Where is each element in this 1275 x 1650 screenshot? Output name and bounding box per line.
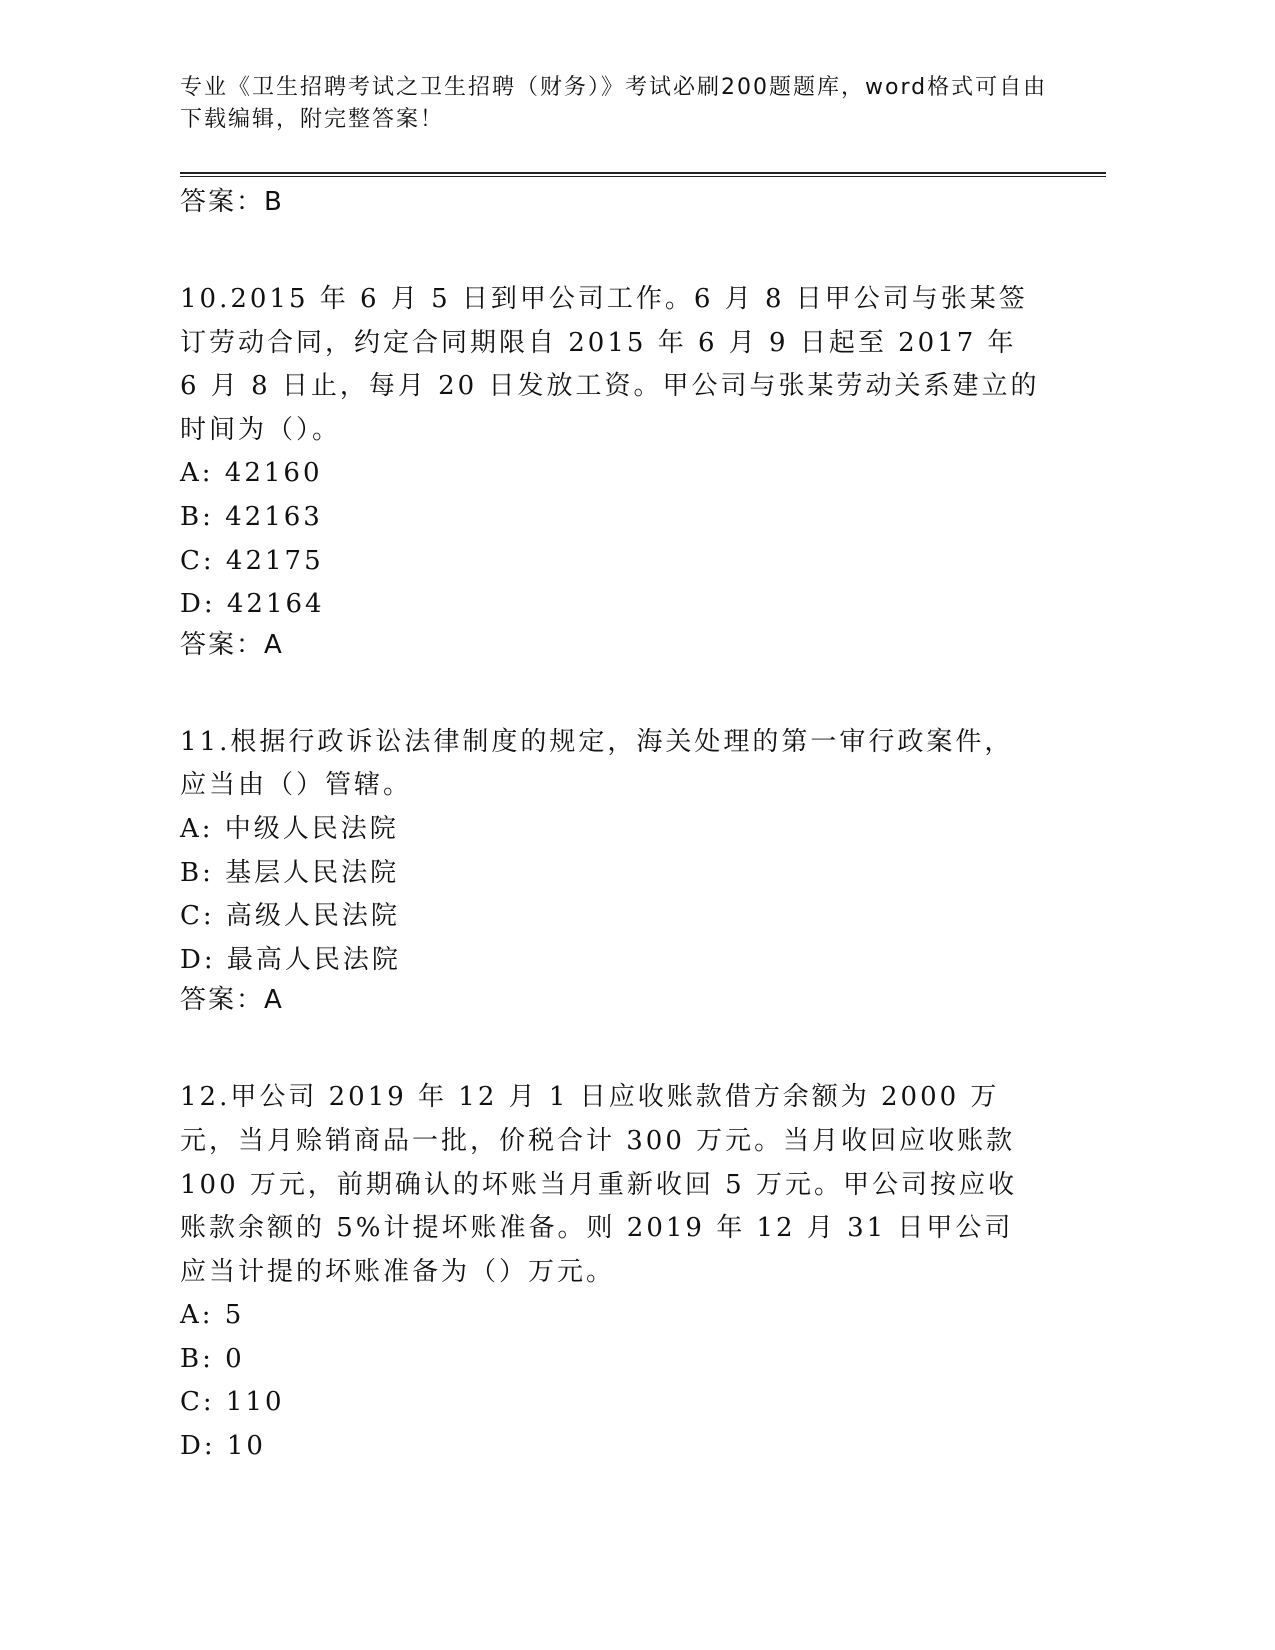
answer-line: 答案：B (180, 187, 284, 217)
question-text: 10.2015 年 6 月 5 日到甲公司工作。6 月 8 日甲公司与张某签订劳动合同，约定合同期限自 2015 年 6 月 9 日起至 2017 年 6 月 8 日止，每月 20 日发放工资。甲公司与张某劳动关系建立的时间为（）。 (180, 284, 1040, 445)
option-d: D: 42164 (180, 589, 325, 620)
answer-line: 答案：A (180, 985, 284, 1016)
question-block (180, 1076, 1040, 1468)
answer-line: 答案：A (180, 629, 284, 660)
option-b: B: 42163 (180, 501, 323, 532)
option-c: C: 42175 (180, 545, 324, 576)
header-rule-thick (180, 172, 1106, 174)
question-text: 11.根据行政诉讼法律制度的规定，海关处理的第一审行政案件，应当由（）管辖。 (180, 726, 1014, 801)
option-d: D: 10 (180, 1431, 266, 1462)
question-block (180, 721, 1040, 1019)
option-a: A: 5 (180, 1300, 245, 1331)
header-rule-thin (180, 176, 1106, 177)
option-c: C: 110 (180, 1387, 285, 1418)
question-content (180, 184, 1040, 1469)
page-header: 专业《卫生招聘考试之卫生招聘（财务）》考试必刷200题题库，word格式可自由下载编辑，附完整答案！ (180, 75, 1048, 132)
option-a: A: 中级人民法院 (180, 813, 399, 844)
option-d: D: 最高人民法院 (180, 944, 401, 975)
option-c: C: 高级人民法院 (180, 901, 400, 932)
option-a: A: 42160 (180, 458, 323, 489)
question-block (180, 278, 1040, 663)
option-b: B: 0 (180, 1343, 245, 1374)
question-text: 12.甲公司 2019 年 12 月 1 日应收账款借方余额为 2000 万元，当月赊销商品一批，价税合计 300 万元。当月收回应收账款 100 万元，前期确认的坏账当月重新收回 5 万元。甲公司按应收账款余额的 5%计提坏账准备。则 2019 年 12 月 31 日甲公司应当计提的坏账准备为（）万元。 (180, 1082, 1017, 1287)
option-b: B: 基层人民法院 (180, 857, 400, 888)
